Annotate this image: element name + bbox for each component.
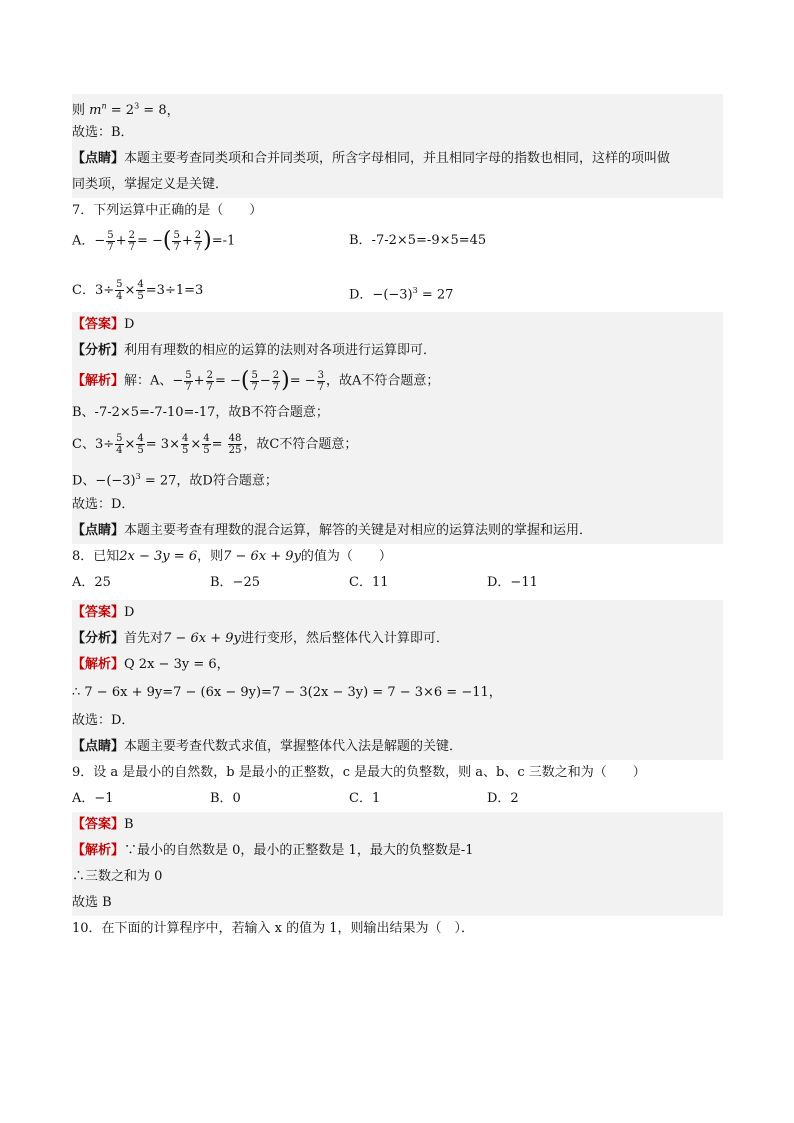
q9-solution: 【解析】∵最小的自然数是 0，最小的正整数是 1，最大的负整数是-1 bbox=[72, 838, 723, 864]
q8-selection: 故选：D． bbox=[72, 708, 723, 734]
q7-comment: 【点睛】本题主要考查有理数的混合运算，解答的关键是对相应的运算法则的掌握和运用． bbox=[72, 518, 723, 544]
q8-comment: 【点睛】本题主要考查代数式求值，掌握整体代入法是解题的关键． bbox=[72, 734, 723, 760]
question-7: 7．下列运算中正确的是（ ） bbox=[72, 203, 263, 218]
selection-line: 故选：B． bbox=[72, 120, 723, 146]
q9-options: A．−1 B．0 C．1 D．2 bbox=[72, 791, 519, 806]
q7-option-a: A．− $\frac{5}{7}$ + $\frac{2}{7}$ = −( $\frac{5}{7}$ + $\frac{2}{7}$ )=-1 bbox=[72, 228, 236, 253]
q7-solution-c: C、3÷ $\frac{5}{4}$ × $\frac{4}{5}$ = 3× $\frac{4}{5}$ × $\frac{4}{5}$ = $\frac{48}{25}$ ，故C不符合题意； bbox=[72, 428, 723, 462]
q7-solution-d: D、$-(-3)^3 = 27$，故D符合题意； bbox=[72, 462, 723, 492]
question-8: 8．已知2x − 3y = 6，则7 − 6x + 9y的值为（ ） bbox=[72, 549, 392, 564]
q8-options: A．25 B．−25 C．11 D．−11 bbox=[72, 575, 538, 590]
q9-solution-2: ∴三数之和为 0 bbox=[72, 864, 723, 890]
q8-analysis: 【分析】首先对7 − 6x + 9y进行变形，然后整体代入计算即可． bbox=[72, 626, 723, 652]
q8-solution-1: 【解析】Q 2x − 3y = 6， bbox=[72, 652, 723, 678]
q9-selection: 故选 B bbox=[72, 890, 723, 916]
q7-analysis: 【分析】利用有理数的相应的运算的法则对各项进行运算即可． bbox=[72, 338, 723, 364]
q8-solution-2: ∴ 7 − 6x + 9y=7 − (6x − 9y)=7 − 3(2x − 3y) = 7 − 3×6 = −11， bbox=[72, 678, 723, 708]
q7-answer: 【答案】D bbox=[72, 312, 723, 338]
q7-solution-a: 【解析】解：A、− $\frac{5}{7}$ + $\frac{2}{7}$ = −( $\frac{5}{7}$ − $\frac{2}{7}$ )= − $\frac{3}{7}$ ，故A不符合题意； bbox=[72, 364, 723, 398]
comment-line: 【点睛】本题主要考查同类项和合并同类项，所含字母相同，并且相同字母的指数也相同，这样的项叫做 bbox=[72, 146, 723, 172]
q7-options-cd bbox=[72, 274, 723, 308]
q7-options-ab bbox=[72, 224, 723, 258]
q7-option-d: D．$-(-3)^3 = 27$ bbox=[349, 286, 454, 303]
q7-selection: 故选：D． bbox=[72, 492, 723, 518]
question-9: 9．设 a 是最小的自然数，b 是最小的正整数，c 是最大的负整数，则 a、b、c 三数之和为（ ） bbox=[72, 765, 646, 780]
document-body bbox=[72, 94, 723, 942]
q7-solution-b: B、-7-2×5=-7-10=-17，故B不符合题意； bbox=[72, 398, 723, 428]
solution-line-result: 则 $m^n = 2^3 = 8$， bbox=[72, 94, 723, 120]
question-10: 10．在下面的计算程序中，若输入 x 的值为 1，则输出结果为（ ）． bbox=[72, 921, 475, 936]
q9-answer: 【答案】B bbox=[72, 812, 723, 838]
q7-option-b: B．-7-2×5=-9×5=45 bbox=[349, 233, 487, 248]
q7-option-c: C．3÷ $\frac{5}{4}$ × $\frac{4}{5}$ =3÷1=3 bbox=[72, 279, 204, 302]
comment-line-cont: 同类项，掌握定义是关键． bbox=[72, 172, 723, 198]
q8-answer: 【答案】D bbox=[72, 600, 723, 626]
